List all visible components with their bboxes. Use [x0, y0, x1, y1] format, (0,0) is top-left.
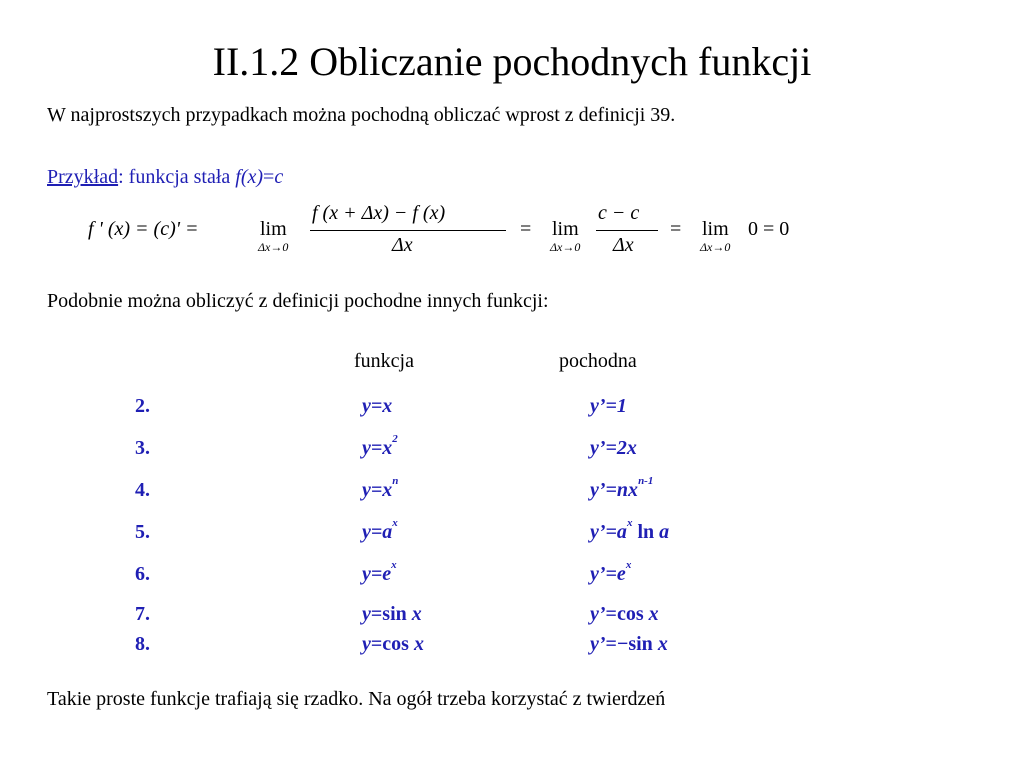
derivative-x: x	[648, 603, 659, 625]
formula-denominator-2: Δx	[613, 234, 634, 256]
function-y: y	[362, 633, 371, 655]
example-eq: =	[263, 166, 275, 188]
row-derivative	[590, 633, 668, 656]
row-function	[362, 603, 422, 626]
closing-text: Takie proste funkcje trafiają się rzadko. Na ogół trzeba korzystać z twierdzeń	[47, 688, 666, 710]
function-eq: =cos	[370, 633, 414, 655]
similar-text: Podobnie można obliczyć z definicji pochodne innych funkcji:	[47, 290, 549, 312]
formula-lim-sub-3: Δx→0	[700, 240, 731, 254]
derivative-base: y’=e	[590, 563, 626, 585]
derivative-eq: =cos	[605, 603, 649, 625]
formula-lim-2: lim	[552, 218, 579, 240]
fraction-bar-2	[596, 230, 658, 231]
derivative-ln: ln	[637, 521, 655, 543]
formula-lim-sub-2: Δx→0	[550, 240, 581, 254]
formula-lim-sub-1: Δx→0	[258, 240, 289, 254]
formula-eq-2: =	[670, 218, 682, 240]
row-number: 7.	[135, 603, 150, 625]
example-line	[47, 166, 283, 189]
table-row	[0, 603, 1024, 633]
formula-eq-1: =	[520, 218, 532, 240]
header-function: funkcja	[354, 350, 414, 372]
function-x: x	[413, 633, 424, 655]
formula-denominator-1: Δx	[392, 234, 413, 256]
function-y: y	[362, 603, 371, 625]
formula-lim-1: lim	[260, 218, 287, 240]
derivative-exponent: n-1	[638, 475, 654, 487]
derivative-formula	[88, 200, 828, 260]
example-fx: f(x)	[235, 166, 264, 188]
example-link[interactable]: Przykład	[47, 166, 119, 188]
function-x: x	[411, 603, 422, 625]
row-derivative	[590, 517, 670, 544]
derivative-base: y’=nx	[590, 479, 639, 501]
row-derivative	[590, 603, 659, 626]
derivative-exponent: x	[625, 559, 632, 571]
function-exponent: x	[391, 559, 397, 571]
table-row	[0, 475, 1024, 509]
header-derivative: pochodna	[559, 350, 637, 372]
table-row	[0, 433, 1024, 467]
row-number: 4.	[135, 479, 150, 501]
derivative-y: y’	[590, 603, 606, 625]
formula-lhs: f ' (x) = (c)' =	[88, 218, 199, 240]
fraction-bar-1	[310, 230, 506, 231]
intro-text: W najprostszych przypadkach można pochodną obliczać wprost z definicji 39.	[47, 104, 676, 126]
derivative-base: y’=a	[590, 521, 627, 543]
slide-title: II.1.2 Obliczanie pochodnych funkcji	[212, 39, 812, 84]
row-function	[362, 475, 399, 502]
row-number: 3.	[135, 437, 150, 459]
table-row	[0, 633, 1024, 663]
row-derivative	[590, 475, 654, 502]
table-row	[0, 395, 1024, 425]
function-eq: =sin	[370, 603, 412, 625]
formula-lim-3: lim	[702, 218, 729, 240]
row-function	[362, 633, 424, 656]
function-exponent: n	[392, 475, 399, 487]
function-base: y=e	[362, 563, 392, 585]
derivative-y: y’	[590, 633, 606, 655]
row-number: 8.	[135, 633, 150, 655]
example-text: funkcja stała	[123, 166, 236, 188]
row-function	[362, 433, 398, 460]
row-function: y=x	[362, 395, 393, 417]
row-derivative	[590, 559, 632, 586]
row-number: 5.	[135, 521, 150, 543]
derivative-eq: =−sin	[605, 633, 658, 655]
derivative-exponent: x	[626, 517, 633, 529]
function-base: y=a	[362, 521, 393, 543]
function-exponent: x	[392, 517, 398, 529]
function-exponent: 2	[392, 433, 398, 445]
function-base: y=x	[362, 437, 393, 459]
table-row	[0, 559, 1024, 593]
row-function	[362, 517, 398, 544]
example-c: c	[274, 166, 284, 188]
table-row	[0, 517, 1024, 551]
row-function	[362, 559, 397, 586]
row-derivative: y’=2x	[590, 437, 637, 459]
row-number: 2.	[135, 395, 150, 417]
row-derivative: y’=1	[590, 395, 627, 417]
example-colon: :	[118, 166, 124, 188]
derivative-a: a	[659, 521, 670, 543]
formula-tail: 0 = 0	[748, 218, 790, 240]
row-number: 6.	[135, 563, 150, 585]
derivative-x: x	[657, 633, 668, 655]
formula-numerator-2: c − c	[598, 202, 640, 224]
function-base: y=x	[362, 479, 393, 501]
formula-numerator-1: f (x + Δx) − f (x)	[312, 202, 446, 224]
